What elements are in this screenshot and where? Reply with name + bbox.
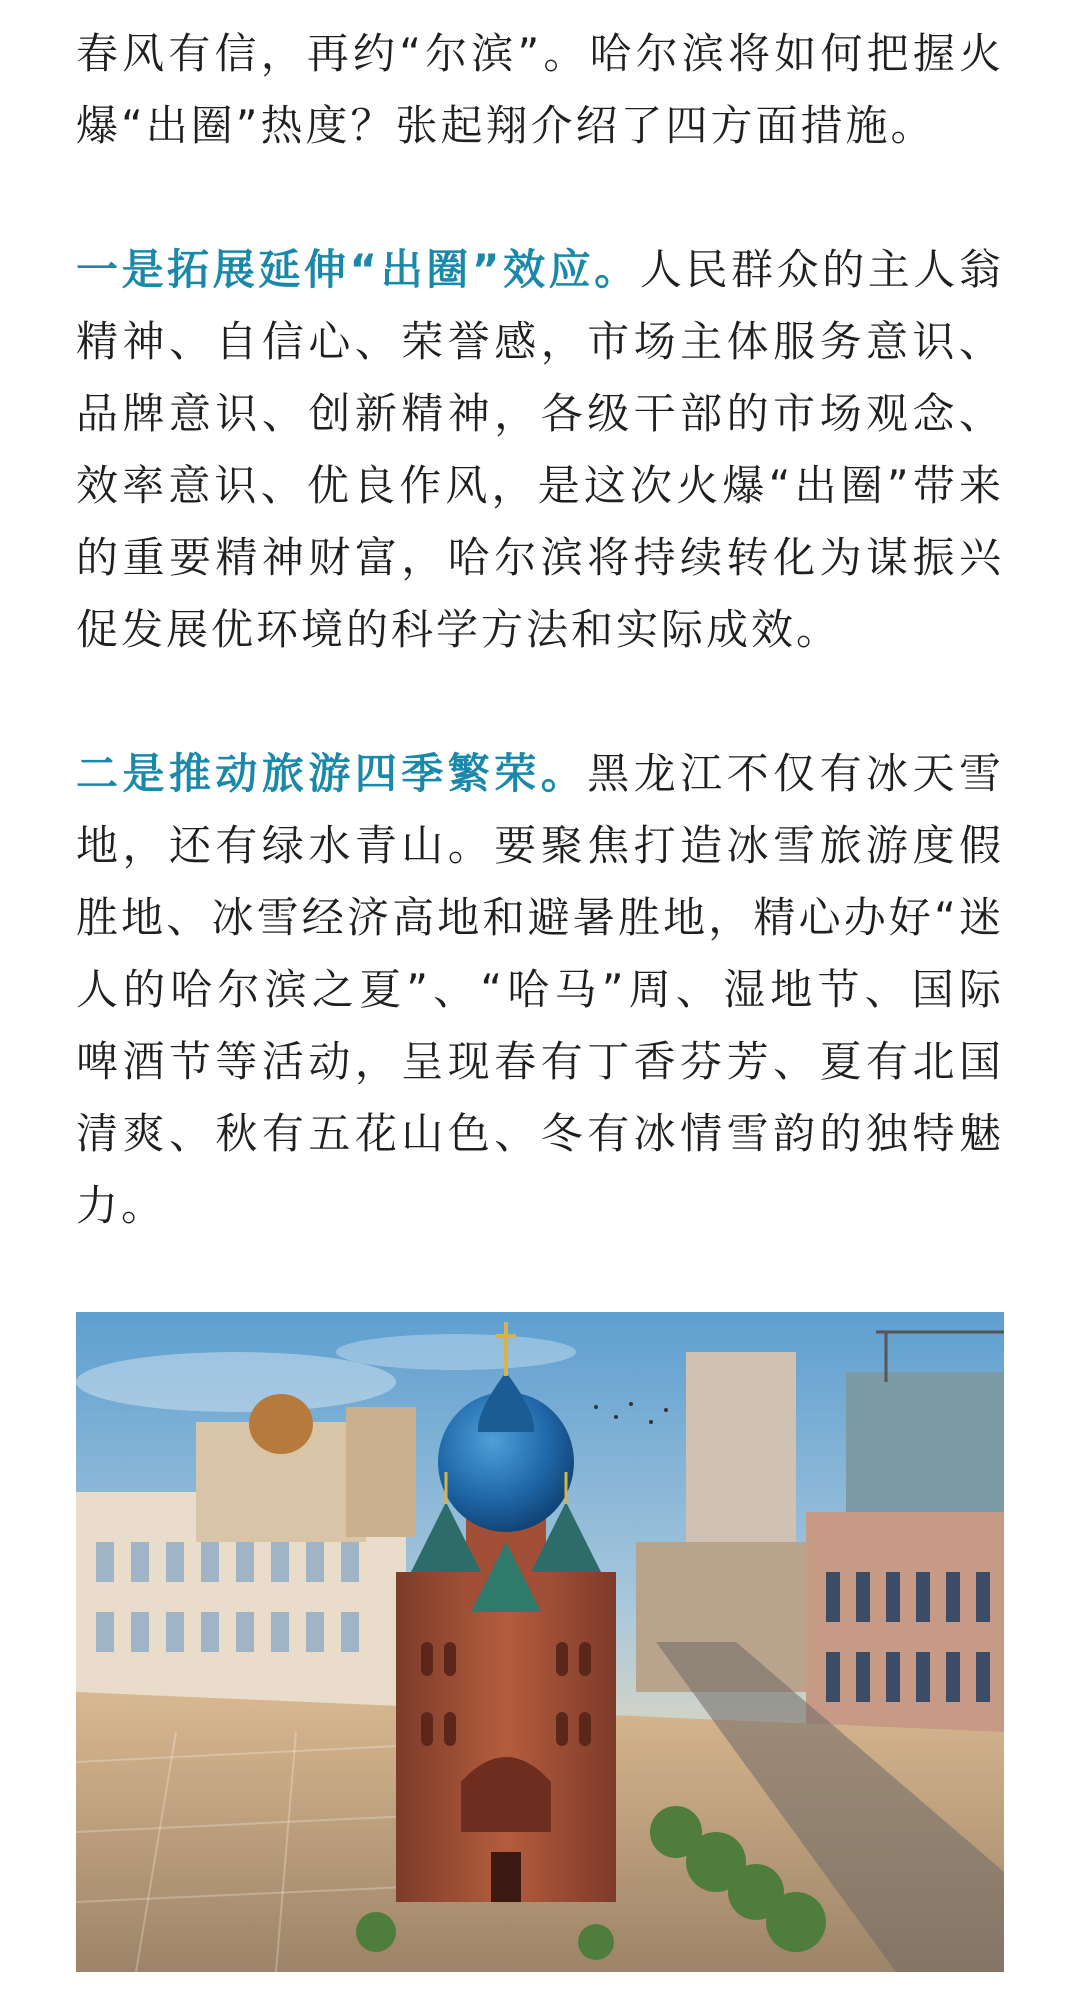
section-two-paragraph: [76, 738, 1004, 1242]
section-one-lead: 一是拓展延伸“出圈”效应。: [76, 245, 640, 294]
section-two-body: 黑龙江不仅有冰天雪地，还有绿水青山。要聚焦打造冰雪旅游度假胜地、冰雪经济高地和避暑胜地，精心办好“迷人的哈尔滨之夏”、“哈马”周、湿地节、国际啤酒节等活动，呈现春有丁香芬芳、夏有北国清爽、秋有五花山色、冬有冰情雪韵的独特魅力。: [76, 749, 1004, 1230]
article-body: [76, 0, 1004, 1242]
section-two-lead: 二是推动旅游四季繁荣。: [76, 749, 588, 798]
section-one-paragraph: [76, 234, 1004, 666]
cloud: [76, 1352, 396, 1412]
intro-paragraph: 春风有信，再约“尔滨”。哈尔滨将如何把握火爆“出圈”热度？张起翔介绍了四方面措施。: [76, 29, 1004, 150]
cathedral-photo: [76, 1312, 1004, 1972]
section-one-body: 人民群众的主人翁精神、自信心、荣誉感，市场主体服务意识、品牌意识、创新精神，各级干部的市场观念、效率意识、优良作风，是这次火爆“出圈”带来的重要精神财富，哈尔滨将持续转化为谋振兴促发展优环境的科学方法和实际成效。: [76, 245, 1004, 654]
cathedral-illustration: [76, 1312, 1004, 1972]
left-tower: [346, 1407, 416, 1537]
left-dome: [249, 1394, 313, 1454]
cloud: [336, 1334, 576, 1370]
cathedral-door: [491, 1852, 521, 1902]
